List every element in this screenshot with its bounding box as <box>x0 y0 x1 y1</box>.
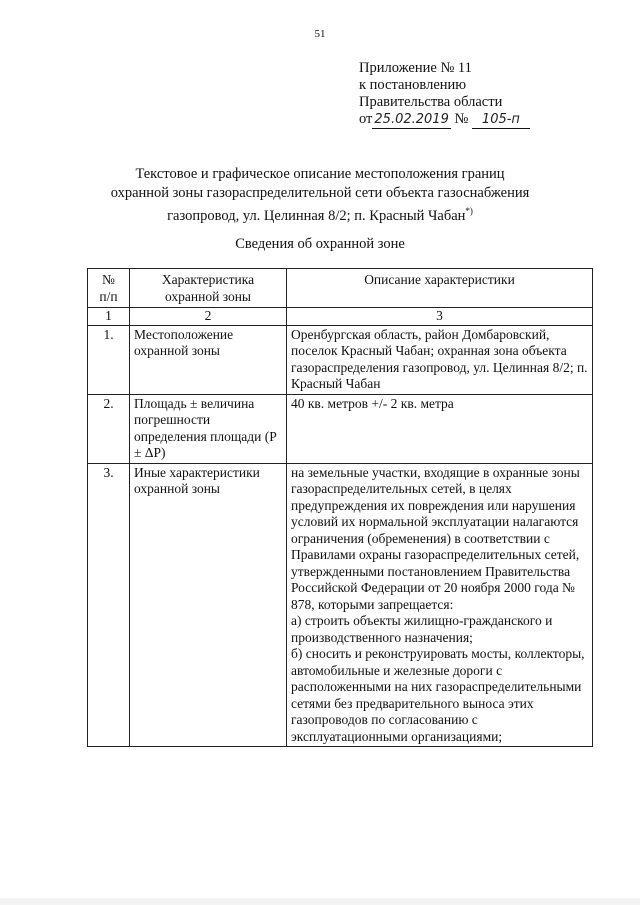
table-row <box>88 463 593 747</box>
appendix-header <box>359 60 530 129</box>
title-line-3-text: газопровод, ул. Целинная 8/2; п. Красный Чабан <box>167 207 466 224</box>
column-number: 3 <box>287 308 593 326</box>
row-characteristic: Местоположение охранной зоны <box>130 325 287 394</box>
header-characteristic-line-2: охранной зоны <box>164 288 251 304</box>
footnote-mark: *) <box>465 206 473 216</box>
column-number: 1 <box>88 308 130 326</box>
row-number: 1. <box>88 325 130 394</box>
row-characteristic: Иные характеристики охранной зоны <box>130 463 287 747</box>
row-characteristic: Площадь ± величина погрешности определения площади (P ± ΔP) <box>130 394 287 463</box>
description-paragraph: б) сносить и реконструировать мосты, коллекторы, автомобильные и железные дороги с расположенными на них газораспределительными сетями без предварительного выноса этих газопроводов по согласованию с эксплуатационными организациями; <box>291 646 585 744</box>
header-number <box>88 269 130 308</box>
document-title <box>0 165 640 225</box>
date-prefix: от <box>359 111 373 127</box>
description-paragraph: на земельные участки, входящие в охранные зоны газораспределительных сетей, в целях предупреждения их повреждения или нарушения условий их нормальной эксплуатации налагаются ограничения (обременения) в соответствии с Правилами охраны газораспределительных сетей, утвержденными постановлением Правительства Российской Федерации от 20 ноября 2000 года № 878, которыми запрещается: <box>291 464 580 612</box>
row-description: Оренбургская область, район Домбаровский, поселок Красный Чабан; охранная зона объекта газораспределения газопровод, ул. Целинная 8/2; п. Красный Чабан <box>287 325 593 394</box>
appendix-line-2: к постановлению <box>359 77 467 93</box>
appendix-line-1: Приложение № 11 <box>359 60 472 76</box>
page-number: 51 <box>314 28 326 40</box>
appendix-date-line <box>359 111 530 129</box>
handwritten-date: 25.02.2019 <box>374 112 449 127</box>
title-line-2: охранной зоны газораспределительной сети объекта газоснабжения <box>110 184 530 201</box>
header-description: Описание характеристики <box>287 269 593 308</box>
row-description: 40 кв. метров +/- 2 кв. метра <box>287 394 593 463</box>
title-line-3 <box>0 202 640 225</box>
header-characteristic <box>130 269 287 308</box>
zone-info-table <box>87 268 593 747</box>
number-sign: № <box>454 111 469 127</box>
column-number-row <box>88 308 593 326</box>
row-number: 2. <box>88 394 130 463</box>
handwritten-number: 105-п <box>481 112 520 127</box>
row-description <box>287 463 593 747</box>
table-header-row <box>88 269 593 308</box>
title-line-1: Текстовое и графическое описание местоположения границ <box>135 166 505 182</box>
appendix-line-3: Правительства области <box>359 94 503 110</box>
scan-edge <box>0 898 640 905</box>
row-number: 3. <box>88 463 130 747</box>
header-number-line-1: № <box>102 272 115 287</box>
table-row <box>88 325 593 394</box>
header-number-line-2: п/п <box>99 288 118 304</box>
column-number: 2 <box>130 308 287 326</box>
table-row <box>88 394 593 463</box>
header-characteristic-line-1: Характеристика <box>161 272 255 287</box>
description-paragraph: а) строить объекты жилищно-гражданского и производственного назначения; <box>291 613 553 645</box>
section-subtitle: Сведения об охранной зоне <box>235 236 405 252</box>
